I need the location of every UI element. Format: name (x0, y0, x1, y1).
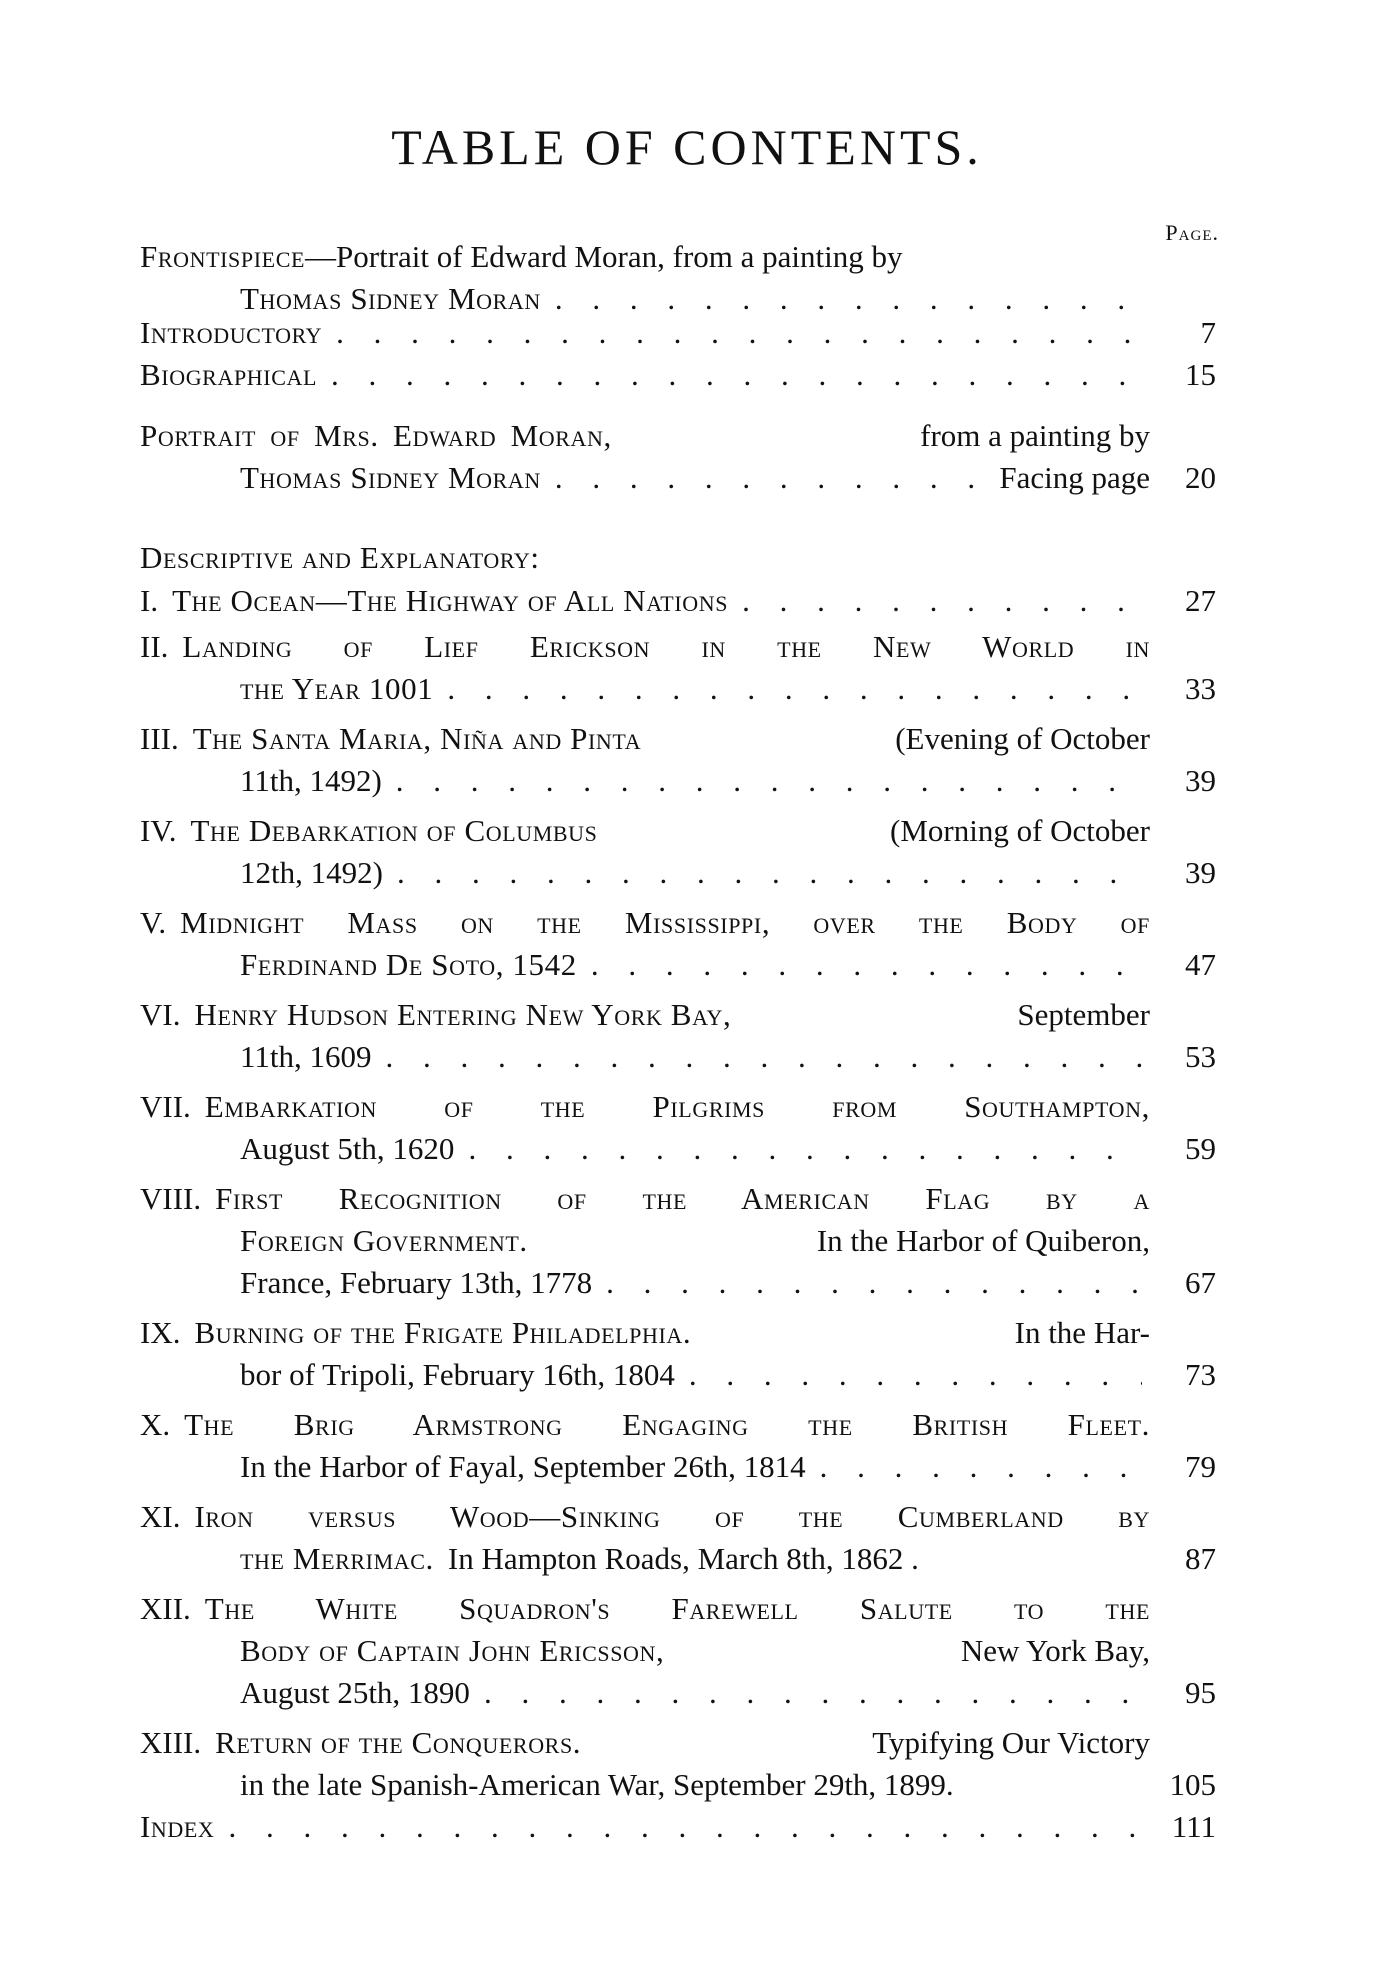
chapter-title: First Recognition of the American Flag by a (215, 1181, 1150, 1216)
section-label: Descriptive and Explanatory: (140, 540, 540, 575)
page-number: 20 (1185, 460, 1216, 495)
chapter-location-cont: bor of Tripoli, February 16th, 1804 (240, 1357, 675, 1392)
page-number: 39 (1185, 763, 1216, 798)
chapter-date-cont: France, February 13th, 1778 (240, 1265, 593, 1300)
chapter-number: X. (140, 1407, 171, 1442)
leader-dots (396, 760, 1142, 802)
chapter-title: The Debarkation of Columbus (190, 813, 598, 848)
entry-line2: Thomas Sidney Moran (240, 460, 541, 495)
page-number: 7 (1200, 315, 1216, 350)
chapter-title-cont: the Merrimac. (240, 1541, 434, 1576)
entry-label: Biographical (140, 357, 317, 392)
toc-entry-frontispiece[interactable] (140, 236, 1216, 320)
chapter-subtitle-cont: in the late Spanish-American War, September 29th, 1899. (240, 1767, 954, 1802)
chapter-date-cont: 11th, 1492) (240, 763, 382, 798)
toc-entry-index[interactable] (140, 1806, 1216, 1848)
toc-entry-chapter-2[interactable] (140, 626, 1216, 710)
chapter-date: (Morning of October (890, 813, 1150, 848)
leader-dots (468, 1128, 1142, 1170)
page-number: 47 (1185, 947, 1216, 982)
chapter-number: XI. (140, 1499, 181, 1534)
page-number: 87 (1185, 1541, 1216, 1576)
chapter-location: New York Bay, (960, 1633, 1150, 1668)
chapter-number: III. (140, 721, 179, 756)
page-number: 33 (1185, 671, 1216, 706)
toc-entry-chapter-1[interactable] (140, 580, 1216, 622)
chapter-date-cont: August 5th, 1620 (240, 1131, 455, 1166)
leader-dots (689, 1354, 1142, 1396)
chapter-title: Embarkation of the Pilgrims from Southampton, (204, 1089, 1150, 1124)
chapter-number: XIII. (140, 1725, 202, 1760)
leader-dots (331, 354, 1142, 396)
chapter-number: IV. (140, 813, 177, 848)
toc-entry-chapter-3[interactable] (140, 718, 1216, 802)
leader-dots (397, 852, 1142, 894)
page-column-header: Page. (1165, 220, 1219, 245)
chapter-title-cont: the Year 1001 (240, 671, 434, 706)
chapter-title: Henry Hudson Entering New York Bay, (194, 997, 732, 1032)
chapter-title-cont: Body of Captain John Ericsson, (240, 1633, 665, 1668)
toc-entry-chapter-13[interactable] (140, 1722, 1216, 1806)
leader-dots (336, 312, 1142, 354)
chapter-title: Return of the Conquerors. (215, 1725, 582, 1760)
chapter-title: Midnight Mass on the Mississippi, over the Body of (180, 905, 1150, 940)
entry-text: from a painting by (920, 418, 1150, 453)
page-number: 15 (1185, 357, 1216, 392)
chapter-number: V. (140, 905, 167, 940)
page-number: 79 (1185, 1449, 1216, 1484)
leader-dots (820, 1446, 1142, 1488)
chapter-number: I. (140, 583, 159, 618)
leader-dots (591, 944, 1142, 986)
leader-dots (447, 668, 1142, 710)
chapter-number: VIII. (140, 1181, 202, 1216)
chapter-date: September (1017, 997, 1150, 1032)
page-number: 59 (1185, 1131, 1216, 1166)
chapter-title-cont: Foreign Government. (240, 1223, 528, 1258)
chapter-location: In the Harbor of Quiberon, (816, 1223, 1150, 1258)
page-number: 111 (1171, 1809, 1216, 1844)
toc-entry-chapter-4[interactable] (140, 810, 1216, 894)
entry-label: Frontispiece (140, 239, 306, 274)
chapter-number: XII. (140, 1591, 191, 1626)
chapter-date-cont: August 25th, 1890 (240, 1675, 470, 1710)
entry-text: —Portrait of Edward Moran, from a painting by (305, 239, 903, 274)
chapter-date-cont: 12th, 1492) (240, 855, 383, 890)
entry-label: Introductory (140, 315, 323, 350)
toc-entry-chapter-7[interactable] (140, 1086, 1216, 1170)
chapter-date: (Evening of October (895, 721, 1150, 756)
page-number: 95 (1185, 1675, 1216, 1710)
leader-dots (742, 580, 1142, 622)
page-number: 53 (1185, 1039, 1216, 1074)
page-title: TABLE OF CONTENTS. (391, 119, 983, 175)
chapter-number: VI. (140, 997, 181, 1032)
leader-dots (555, 457, 991, 499)
toc-entry-chapter-6[interactable] (140, 994, 1216, 1078)
toc-entry-introductory[interactable] (140, 312, 1216, 354)
toc-entry-chapter-12[interactable] (140, 1588, 1216, 1714)
entry-label: Portrait of Mrs. Edward Moran, (140, 418, 612, 453)
chapter-number: II. (140, 629, 169, 664)
toc-entry-chapter-11[interactable] (140, 1496, 1216, 1580)
entry-label: Index (140, 1809, 215, 1844)
page-number: 105 (1169, 1767, 1216, 1802)
toc-entry-biographical[interactable] (140, 354, 1216, 396)
leader-dots (385, 1036, 1142, 1078)
chapter-title-cont: Ferdinand De Soto, 1542 (240, 947, 577, 982)
chapter-title: The Ocean—The Highway of All Nations (172, 583, 729, 618)
chapter-number: VII. (140, 1089, 191, 1124)
facing-page-label: Facing page (999, 460, 1150, 495)
chapter-title: Burning of the Frigate Philadelphia. (194, 1315, 692, 1350)
chapter-location-cont: In the Harbor of Fayal, September 26th, 1814 (240, 1449, 806, 1484)
chapter-title: Iron versus Wood—Sinking of the Cumberland by (194, 1499, 1150, 1534)
toc-entry-chapter-10[interactable] (140, 1404, 1216, 1488)
section-heading-descriptive (140, 537, 1216, 579)
chapter-location: In the Har- (1014, 1315, 1150, 1350)
chapter-subtitle: Typifying Our Victory (872, 1725, 1150, 1760)
toc-entry-portrait-mrs-moran[interactable] (140, 415, 1216, 499)
toc-entry-chapter-9[interactable] (140, 1312, 1216, 1396)
toc-entry-chapter-8[interactable] (140, 1178, 1216, 1304)
leader-dots (228, 1806, 1142, 1848)
leader-dots (484, 1672, 1142, 1714)
toc-entry-chapter-5[interactable] (140, 902, 1216, 986)
chapter-date-cont: 11th, 1609 (240, 1039, 372, 1074)
chapter-title: The Santa Maria, Niña and Pinta (192, 721, 642, 756)
chapter-title: Landing of Lief Erickson in the New World in (182, 629, 1150, 664)
chapter-title: The Brig Armstrong Engaging the British Fleet. (184, 1407, 1150, 1442)
entry-line2: Thomas Sidney Moran (240, 281, 541, 316)
chapter-location: In Hampton Roads, March 8th, 1862 . (447, 1541, 919, 1576)
page-number: 27 (1185, 583, 1216, 618)
chapter-number: IX. (140, 1315, 181, 1350)
leader-dots (606, 1262, 1142, 1304)
page-number: 73 (1185, 1357, 1216, 1392)
page-number: 67 (1185, 1265, 1216, 1300)
page-number: 39 (1185, 855, 1216, 890)
chapter-title: The White Squadron's Farewell Salute to the (204, 1591, 1150, 1626)
